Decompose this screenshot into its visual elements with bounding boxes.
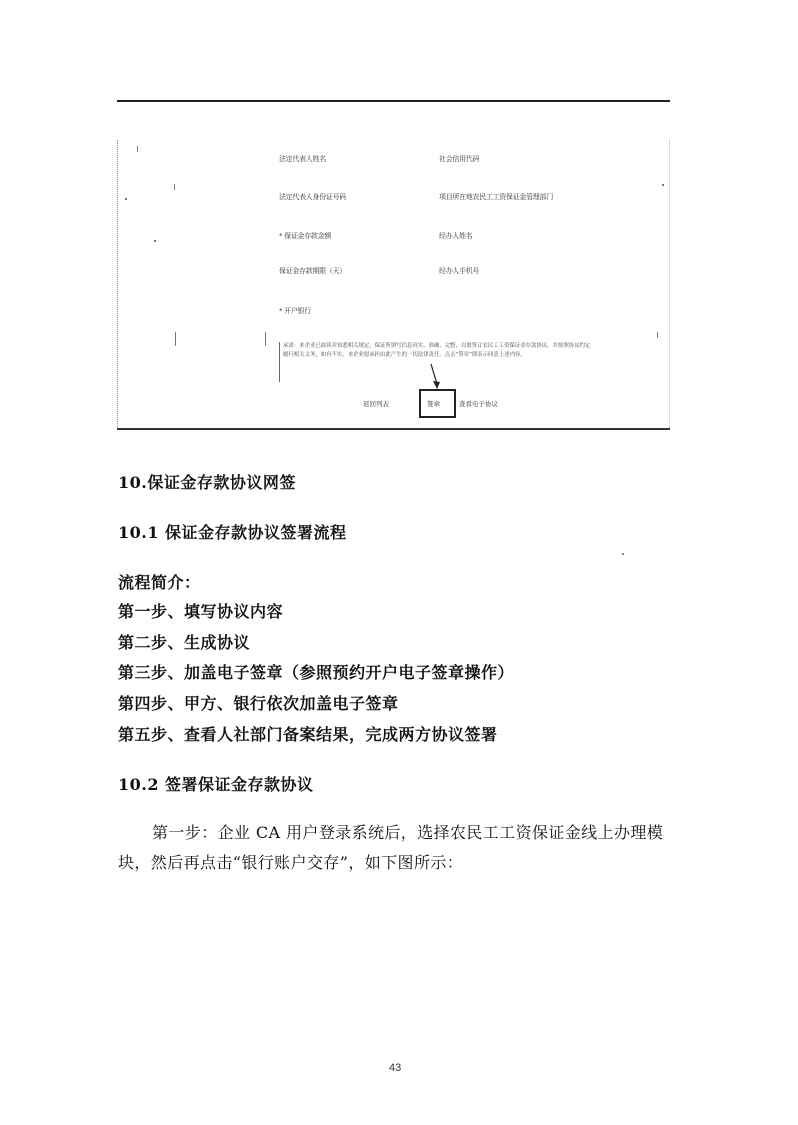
step-item: 第一步、填写协议内容 xyxy=(118,602,284,621)
arrow-down-icon xyxy=(425,362,445,390)
step-item: 第五步、查看人社部门备案结果，完成两方协议签署 xyxy=(118,725,498,744)
page-number: 43 xyxy=(389,1062,402,1074)
screenshot-right-edge xyxy=(669,140,670,430)
section-title: 10.保证金存款协议网签 xyxy=(118,473,296,492)
scan-speck xyxy=(174,184,175,190)
scan-speck xyxy=(175,332,176,346)
step-item: 第三步、加盖电子签章（参照预约开户电子签章操作） xyxy=(118,663,515,682)
field-deposit-amount-label: * 保证金存款金额 xyxy=(279,232,332,240)
field-bank-label: * 开户银行 xyxy=(279,307,311,315)
field-deposit-term-label: 保证金存款期限（天） xyxy=(279,267,346,275)
subsection-title-flow: 10.1 保证金存款协议签署流程 xyxy=(118,523,347,542)
scan-speck xyxy=(622,553,624,555)
screenshot-left-edge xyxy=(117,140,118,430)
step-item: 第二步、生成协议 xyxy=(118,633,251,652)
back-to-list-button[interactable]: 返回列表 xyxy=(363,400,389,408)
intro-label: 流程简介： xyxy=(118,573,201,592)
commitment-notice: 承诺：本企业已阅读并知悉相关规定，保证所填写信息真实、准确、完整，自愿签订农民工工资保证金存款协议，并按照协议约定履行相关义务，如有不实，本企业愿承担由此产生的一切法律责任。点击“签章”即表示同意上述内容。 xyxy=(279,342,591,382)
screenshot-bottom-edge xyxy=(117,428,670,430)
field-wage-dept-label: 项目所在地农民工工资保证金管理部门 xyxy=(439,193,553,201)
scan-speck xyxy=(662,184,664,186)
header-rule xyxy=(117,100,670,102)
field-handler-name-label: 经办人姓名 xyxy=(439,232,473,240)
scan-speck xyxy=(265,332,266,346)
field-handler-phone-label: 经办人手机号 xyxy=(439,267,480,275)
subsection-title-sign: 10.2 签署保证金存款协议 xyxy=(118,775,314,794)
view-agreement-button[interactable]: 查看电子协议 xyxy=(459,400,498,408)
scan-speck xyxy=(657,332,658,338)
body-paragraph: 第一步：企业 CA 用户登录系统后，选择农民工工资保证金线上办理模块，然后再点击“银行账户交存”，如下图所示： xyxy=(118,823,664,872)
scan-speck xyxy=(125,198,127,200)
field-legal-rep-name-label: 法定代表人姓名 xyxy=(279,155,326,163)
field-credit-code-label: 社会信用代码 xyxy=(439,155,480,163)
sign-button-label: 签章 xyxy=(427,400,440,408)
scan-speck xyxy=(137,146,138,152)
field-legal-rep-id-label: 法定代表人身份证号码 xyxy=(279,193,346,201)
sign-button[interactable] xyxy=(419,389,456,418)
form-screenshot xyxy=(117,140,670,430)
step-item: 第四步、甲方、银行依次加盖电子签章 xyxy=(118,694,399,713)
scan-speck xyxy=(154,240,156,242)
